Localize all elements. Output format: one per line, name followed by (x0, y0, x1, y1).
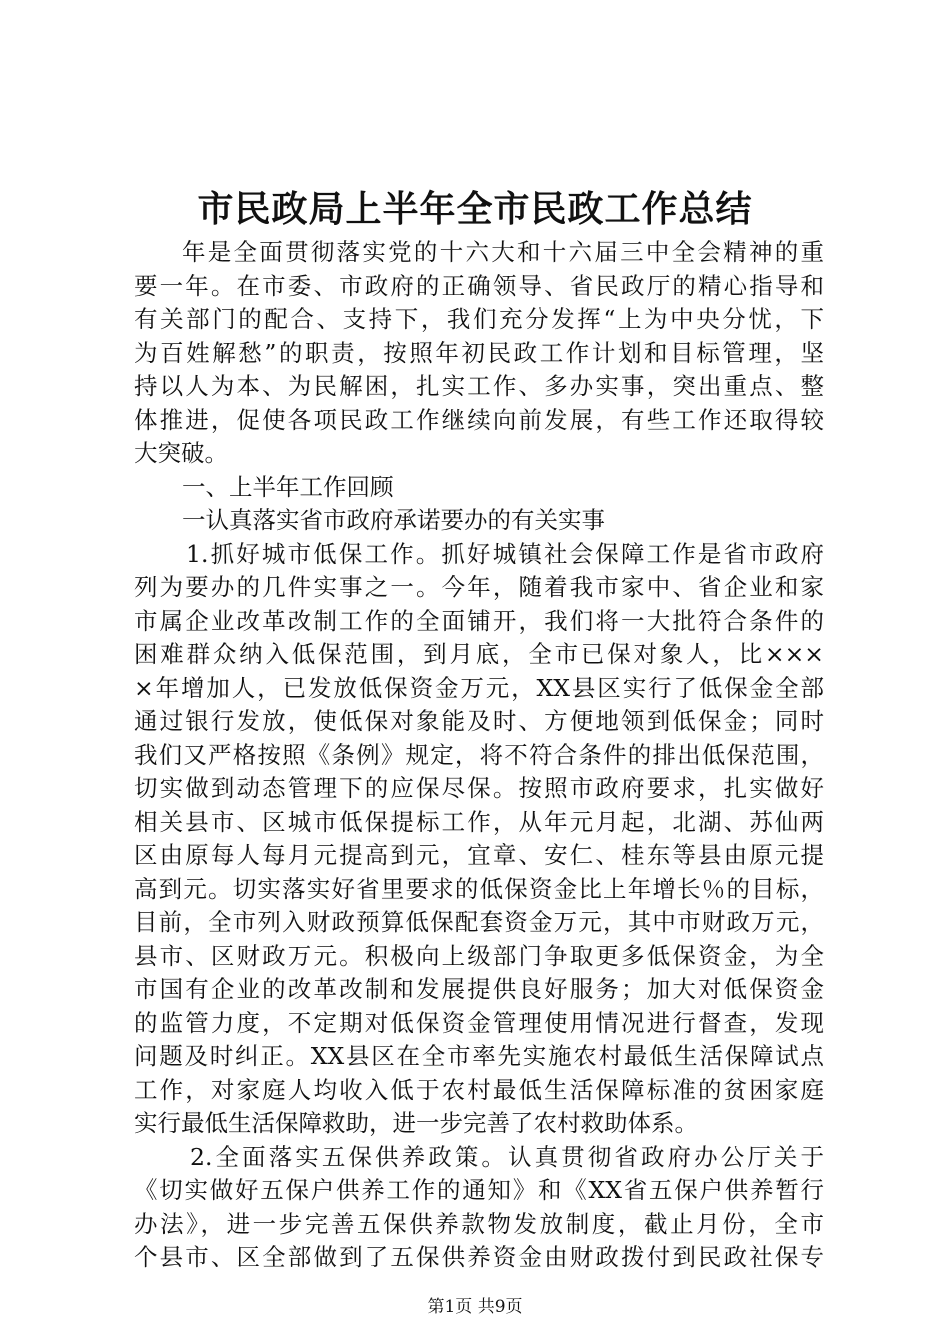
paragraph-line: 实行最低生活保障救助，进一步完善了农村救助体系。 (134, 1109, 698, 1137)
paragraph-line: 问题及时纠正。XX县区在全市率先实施农村最低生活保障试点 (134, 1042, 824, 1070)
paragraph-line: 持以人为本、为民解困，扎实工作、多办实事，突出重点、整 (134, 372, 824, 400)
paragraph-line: 的监管力度，不定期对低保资金管理使用情况进行督查，发现 (134, 1009, 824, 1037)
paragraph-line: 要一年。在市委、市政府的正确领导、省民政厅的精心指导和 (134, 272, 824, 300)
paragraph-line: 相关县市、区城市低保提标工作，从年元月起，北湖、苏仙两 (134, 808, 824, 836)
paragraph-line: 高到元。切实落实好省里要求的低保资金比上年增长％的目标， (134, 875, 824, 903)
section-heading: 一、上半年工作回顾 (182, 473, 394, 501)
paragraph-line: 《切实做好五保户供养工作的通知》和《XX省五保户供养暂行 (134, 1176, 824, 1204)
paragraph-line: 列为要办的几件实事之一。今年，随着我市家中、省企业和家 (134, 573, 824, 601)
paragraph-line: 1.抓好城市低保工作。抓好城镇社会保障工作是省市政府 (186, 540, 824, 568)
subsection-heading: 一认真落实省市政府承诺要办的有关实事 (182, 506, 605, 534)
paragraph-line: 大突破。 (134, 439, 228, 467)
paragraph-line: ×年增加人，已发放低保资金万元，XX县区实行了低保金全部 (134, 674, 824, 702)
paragraph-line: 有关部门的配合、支持下，我们充分发挥“上为中央分忧，下 (134, 305, 824, 333)
paragraph-line: 市国有企业的改革改制和发展提供良好服务；加大对低保资金 (134, 975, 824, 1003)
paragraph-line: 年是全面贯彻落实党的十六大和十六届三中全会精神的重 (182, 238, 824, 266)
paragraph-line: 切实做到动态管理下的应保尽保。按照市政府要求，扎实做好 (134, 774, 824, 802)
document-title: 市民政局上半年全市民政工作总结 (197, 188, 753, 230)
paragraph-line: 县市、区财政万元。积极向上级部门争取更多低保资金，为全 (134, 942, 824, 970)
paragraph-line: 困难群众纳入低保范围，到月底，全市已保对象人，比××× (134, 640, 824, 668)
paragraph-line: 市属企业改革改制工作的全面铺开，我们将一大批符合条件的 (134, 607, 824, 635)
paragraph-line: 体推进，促使各项民政工作继续向前发展，有些工作还取得较 (134, 406, 824, 434)
paragraph-line: 个县市、区全部做到了五保供养资金由财政拨付到民政社保专 (134, 1243, 824, 1271)
paragraph-line: 通过银行发放，使低保对象能及时、方便地领到低保金；同时 (134, 707, 824, 735)
paragraph-line: 办法》，进一步完善五保供养款物发放制度，截止月份，全市 (134, 1210, 824, 1238)
paragraph-line: 目前，全市列入财政预算低保配套资金万元，其中市财政万元， (134, 908, 824, 936)
page-indicator: 第1页 共9页 (427, 1297, 523, 1317)
paragraph-line: 为百姓解愁”的职责，按照年初民政工作计划和目标管理，坚 (134, 339, 824, 367)
paragraph-line: 工作，对家庭人均收入低于农村最低生活保障标准的贫困家庭 (134, 1076, 824, 1104)
paragraph-line: 我们又严格按照《条例》规定，将不符合条件的排出低保范围， (134, 741, 824, 769)
paragraph-line: 2.全面落实五保供养政策。认真贯彻省政府办公厅关于 (190, 1143, 824, 1171)
paragraph-line: 区由原每人每月元提高到元，宜章、安仁、桂东等县由原元提 (134, 841, 824, 869)
